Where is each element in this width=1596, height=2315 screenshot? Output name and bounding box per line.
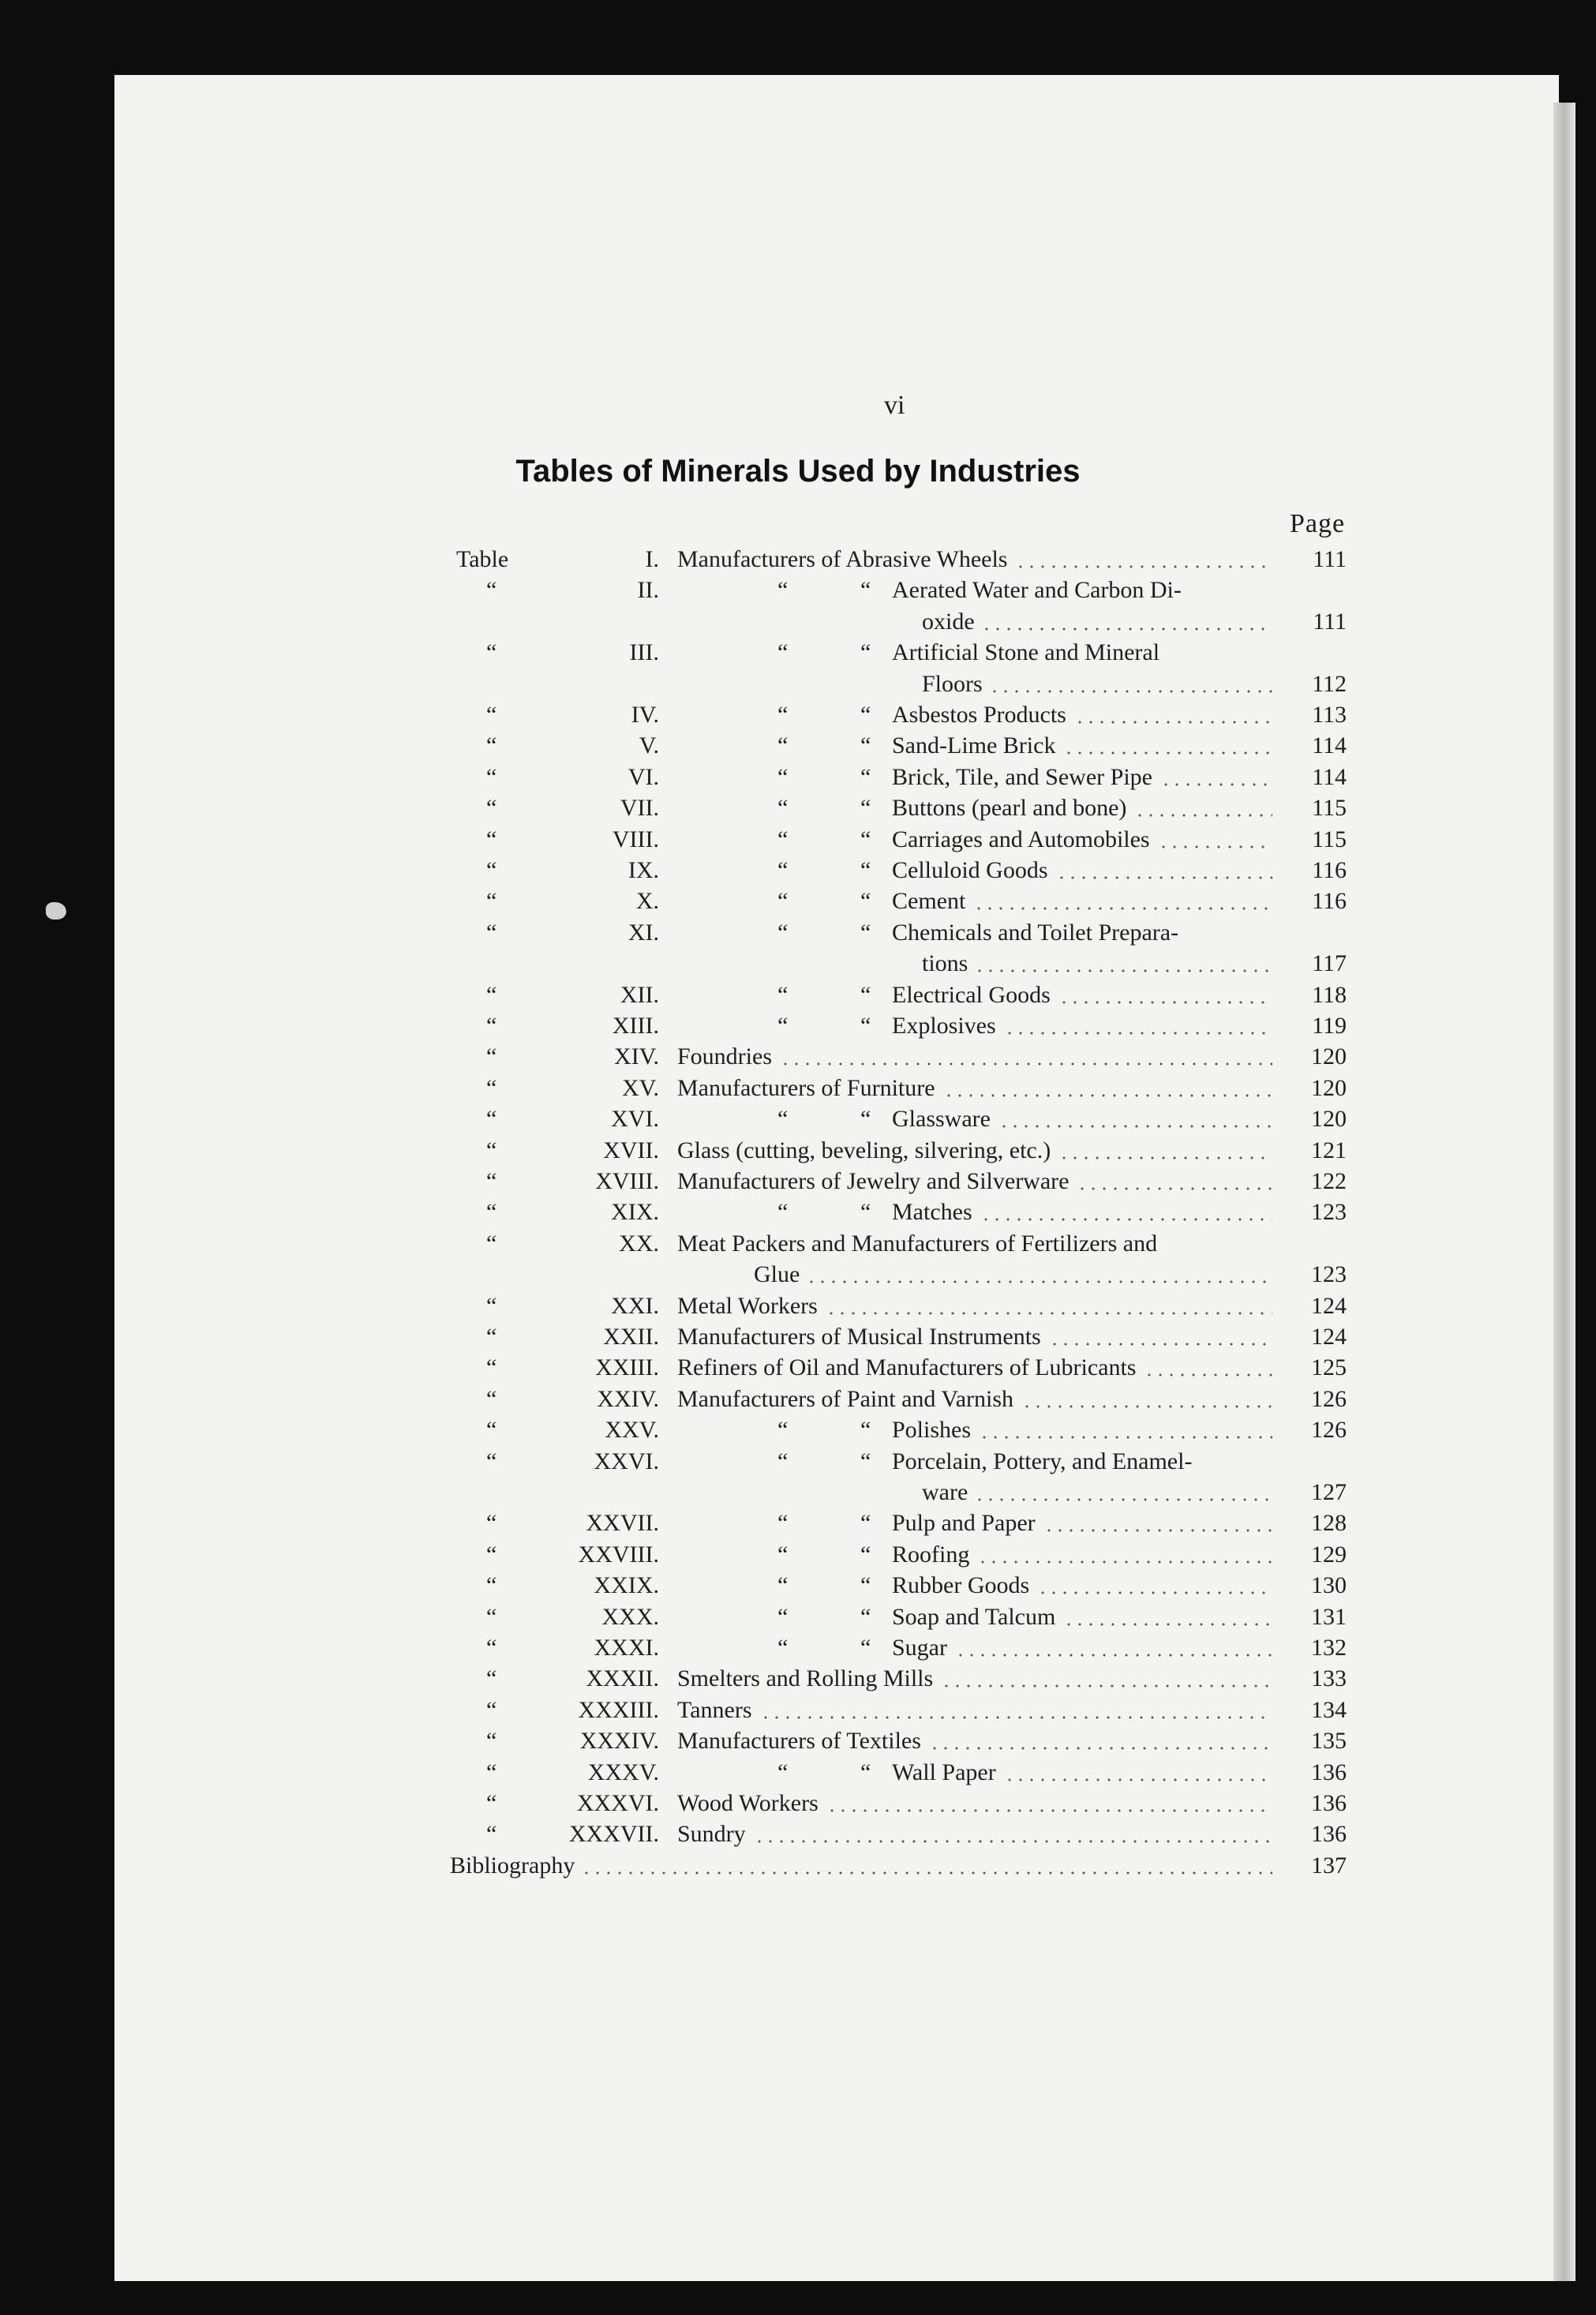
roman-numeral: IV. (631, 702, 659, 728)
page-number: 124 (1311, 1292, 1347, 1319)
ditto-mark: “ (860, 981, 871, 1008)
toc-row (0, 762, 1596, 792)
page-number: 132 (1311, 1635, 1347, 1661)
toc-row-continuation (0, 1260, 1596, 1290)
roman-numeral: IX. (628, 857, 659, 883)
toc-row (0, 1789, 1596, 1819)
ditto-mark: “ (860, 1448, 871, 1474)
ditto-mark: “ (777, 1510, 789, 1537)
entry-text: Explosives (892, 1013, 996, 1039)
roman-numeral: I. (645, 546, 659, 572)
ditto-mark: “ (777, 795, 789, 822)
ditto-mark: “ (486, 1324, 497, 1350)
page-number: 120 (1311, 1106, 1347, 1133)
page-number: 111 (1313, 546, 1347, 572)
ditto-mark: “ (777, 1541, 789, 1568)
page-number: 123 (1311, 1199, 1347, 1226)
ditto-mark: “ (486, 1572, 497, 1599)
page-number: 121 (1311, 1137, 1347, 1163)
ditto-mark: “ (486, 919, 497, 946)
leader-dots (806, 1280, 1272, 1283)
ditto-mark: “ (486, 888, 497, 915)
entry-text: Glassware (892, 1106, 991, 1133)
ditto-mark: “ (486, 577, 497, 604)
bibliography-label: Bibliography (450, 1852, 575, 1879)
ditto-mark: “ (860, 1572, 871, 1599)
roman-numeral: VIII. (612, 826, 659, 852)
leader-dots (1077, 1187, 1272, 1190)
roman-numeral: III. (629, 639, 659, 666)
ditto-mark: “ (486, 1728, 497, 1755)
leader-dots (1160, 783, 1272, 786)
page-number: 113 (1312, 702, 1347, 728)
toc-row (0, 1322, 1596, 1352)
ditto-mark: “ (860, 826, 871, 852)
ditto-mark: “ (486, 1292, 497, 1319)
leader-dots (1049, 1343, 1272, 1346)
page-number: 111 (1313, 608, 1347, 635)
entry-text: Manufacturers of Abrasive Wheels (677, 546, 1008, 572)
page-number: 116 (1312, 857, 1347, 883)
entry-text: Soap and Talcum (892, 1603, 1056, 1630)
leader-dots (1015, 565, 1272, 568)
entry-text: Refiners of Oil and Manufacturers of Lubricants (677, 1354, 1137, 1381)
ditto-mark: “ (777, 888, 789, 915)
ditto-mark: “ (777, 577, 789, 604)
page-number: 129 (1311, 1541, 1347, 1568)
toc-row (0, 1819, 1596, 1849)
ditto-mark: “ (486, 1137, 497, 1163)
roman-numeral: XXII. (603, 1324, 659, 1350)
toc-row (0, 1197, 1596, 1227)
entry-text: Buttons (pearl and bone) (892, 795, 1127, 822)
leader-dots (754, 1840, 1272, 1843)
toc-row (0, 1384, 1596, 1414)
page-number: 118 (1312, 981, 1347, 1008)
ditto-mark: “ (486, 1199, 497, 1226)
entry-text: Foundries (677, 1043, 772, 1070)
toc-row (0, 886, 1596, 916)
entry-text: Tanners (677, 1696, 752, 1723)
ditto-mark: “ (777, 981, 789, 1008)
ditto-mark: “ (777, 639, 789, 666)
leader-dots (1058, 1001, 1272, 1004)
ditto-mark: “ (486, 1821, 497, 1848)
roman-numeral: XXX. (601, 1603, 659, 1630)
ditto-mark: “ (860, 702, 871, 728)
page-number: 126 (1311, 1385, 1347, 1412)
toc-row (0, 1571, 1596, 1601)
leader-dots (974, 969, 1272, 972)
page-number: 120 (1311, 1043, 1347, 1070)
toc-row (0, 918, 1596, 948)
toc-row (0, 1726, 1596, 1756)
ditto-mark: “ (486, 1168, 497, 1194)
roman-numeral: VI. (628, 763, 659, 790)
page-number: 117 (1312, 950, 1347, 977)
page-number: 127 (1311, 1479, 1347, 1505)
ditto-mark: “ (860, 1199, 871, 1226)
ditto-mark: “ (486, 1043, 497, 1070)
toc-row (0, 1136, 1596, 1166)
ditto-mark: “ (486, 1696, 497, 1723)
toc-row-bibliography (0, 1851, 1596, 1881)
page-number: 124 (1311, 1324, 1347, 1350)
ditto-mark: “ (860, 1417, 871, 1444)
ditto-mark: “ (486, 1603, 497, 1630)
toc-row (0, 793, 1596, 823)
toc-row (0, 1758, 1596, 1788)
toc-row (0, 638, 1596, 668)
ditto-mark: “ (486, 702, 497, 728)
entry-text: Rubber Goods (892, 1572, 1030, 1599)
ditto-mark: “ (777, 1759, 789, 1785)
roman-numeral: XXXI. (594, 1635, 659, 1661)
ditto-mark: “ (486, 981, 497, 1008)
ditto-mark: “ (486, 1541, 497, 1568)
leader-dots (979, 1436, 1272, 1439)
leader-dots (1004, 1032, 1272, 1035)
toc-row (0, 1353, 1596, 1383)
page-number: 120 (1311, 1074, 1347, 1101)
entry-text: Cement (892, 888, 966, 915)
entry-text: Glass (cutting, beveling, silvering, etc.) (677, 1137, 1051, 1163)
entry-text: Chemicals and Toilet Prepara- (892, 919, 1179, 946)
leader-dots (780, 1062, 1272, 1066)
page-number: 137 (1311, 1852, 1347, 1879)
roman-numeral: II. (637, 577, 659, 604)
toc-row-continuation (0, 949, 1596, 979)
page-number: 116 (1312, 888, 1347, 915)
roman-numeral: XXIII. (595, 1354, 659, 1381)
ditto-mark: “ (486, 1635, 497, 1661)
toc-row (0, 1011, 1596, 1041)
leader-dots (974, 1498, 1272, 1501)
ditto-mark: “ (486, 857, 497, 883)
page-folio: vi (884, 391, 905, 420)
entry-text: Celluloid Goods (892, 857, 1048, 883)
ditto-mark: “ (486, 1013, 497, 1039)
ditto-mark: “ (860, 763, 871, 790)
ditto-mark: “ (777, 1572, 789, 1599)
page-number: 114 (1312, 732, 1347, 759)
ditto-mark: “ (486, 1106, 497, 1133)
ditto-mark: “ (486, 732, 497, 759)
page-number: 136 (1311, 1821, 1347, 1848)
toc-row (0, 1415, 1596, 1445)
toc-row-continuation (0, 669, 1596, 699)
toc-row (0, 1104, 1596, 1134)
roman-numeral: VII. (620, 795, 659, 822)
page-number: 115 (1312, 795, 1347, 822)
page-number: 136 (1311, 1759, 1347, 1785)
ditto-mark: “ (777, 1199, 789, 1226)
page-number: 135 (1311, 1728, 1347, 1755)
entry-text: Manufacturers of Furniture (677, 1074, 935, 1101)
entry-text: Meat Packers and Manufacturers of Fertilizers and (677, 1230, 1158, 1257)
roman-numeral: XV. (622, 1074, 659, 1101)
toc-row (0, 1508, 1596, 1538)
roman-numeral: XIV. (614, 1043, 659, 1070)
page-number: 119 (1312, 1013, 1347, 1039)
ditto-mark: “ (860, 1013, 871, 1039)
entry-text: Aerated Water and Carbon Di- (892, 577, 1182, 604)
toc-row (0, 825, 1596, 855)
ditto-mark: “ (860, 1510, 871, 1537)
entry-text: Polishes (892, 1417, 972, 1444)
leader-dots (981, 627, 1272, 631)
ditto-mark: “ (777, 1106, 789, 1133)
page-number: 131 (1311, 1603, 1347, 1630)
page-number: 123 (1311, 1261, 1347, 1288)
roman-numeral: XXVI. (594, 1448, 659, 1474)
roman-numeral: XXI. (611, 1292, 659, 1319)
ditto-mark: “ (777, 732, 789, 759)
roman-numeral: XIII. (612, 1013, 659, 1039)
toc-row (0, 1633, 1596, 1663)
roman-numeral: XXXIV. (579, 1728, 659, 1755)
roman-numeral: XXVIII. (578, 1541, 659, 1568)
ditto-mark: “ (486, 795, 497, 822)
page-number: 125 (1311, 1354, 1347, 1381)
ditto-mark: “ (860, 857, 871, 883)
leader-dots (980, 1218, 1272, 1221)
ditto-mark: “ (486, 1510, 497, 1537)
ditto-mark: “ (860, 1603, 871, 1630)
roman-numeral: XX. (619, 1230, 659, 1257)
toc-row (0, 575, 1596, 605)
page-number: 133 (1311, 1665, 1347, 1692)
entry-text: Electrical Goods (892, 981, 1051, 1008)
toc-row-continuation (0, 1478, 1596, 1508)
page-number: 130 (1311, 1572, 1347, 1599)
ditto-mark: “ (486, 639, 497, 666)
leader-dots (581, 1871, 1272, 1875)
ditto-mark: “ (860, 795, 871, 822)
leader-dots (1043, 1529, 1272, 1532)
ditto-mark: “ (777, 1417, 789, 1444)
leader-dots (943, 1094, 1272, 1097)
ditto-mark: “ (486, 826, 497, 852)
leader-dots (1056, 876, 1272, 879)
entry-text: Wood Workers (677, 1790, 819, 1816)
toc-row (0, 1229, 1596, 1259)
entry-continuation: Floors (922, 670, 983, 697)
entry-continuation: ware (922, 1479, 968, 1505)
leader-dots (826, 1809, 1272, 1812)
page-number: 115 (1312, 826, 1347, 852)
roman-numeral: XII. (620, 981, 659, 1008)
entry-text: Sundry (677, 1821, 746, 1848)
entry-text: Manufacturers of Musical Instruments (677, 1324, 1041, 1350)
page-number: 134 (1311, 1696, 1347, 1723)
roman-numeral: XXIV. (597, 1385, 659, 1412)
toc-row (0, 731, 1596, 761)
roman-numeral: XXXVII. (568, 1821, 659, 1848)
ditto-mark: “ (860, 732, 871, 759)
page-title: Tables of Minerals Used by Industries (515, 454, 1081, 489)
toc-row (0, 1073, 1596, 1103)
toc-row (0, 1042, 1596, 1072)
page-number: 126 (1311, 1417, 1347, 1444)
page-number: 112 (1312, 670, 1347, 697)
ditto-mark: “ (486, 1385, 497, 1412)
ditto-mark: “ (860, 577, 871, 604)
page-heading-text: Page (1290, 509, 1346, 538)
ditto-mark: “ (860, 1759, 871, 1785)
roman-numeral: XVII. (603, 1137, 659, 1163)
ditto-mark: “ (486, 1074, 497, 1101)
roman-numeral: XVI. (611, 1106, 659, 1133)
toc-row-continuation (0, 607, 1596, 637)
leader-dots (826, 1312, 1272, 1315)
leader-dots (1058, 1156, 1272, 1159)
toc-row (0, 1447, 1596, 1477)
ditto-mark: “ (860, 1541, 871, 1568)
ditto-mark: “ (486, 1665, 497, 1692)
leader-dots (1134, 814, 1272, 817)
ditto-mark: “ (777, 1448, 789, 1474)
entry-text: Metal Workers (677, 1292, 818, 1319)
entry-text: Carriages and Automobiles (892, 826, 1150, 852)
entry-text: Manufacturers of Jewelry and Silverware (677, 1168, 1070, 1194)
leader-dots (989, 690, 1272, 693)
entry-text: Roofing (892, 1541, 970, 1568)
leader-dots (1158, 845, 1272, 848)
roman-numeral: XXVII. (586, 1510, 659, 1537)
entry-text: Brick, Tile, and Sewer Pipe (892, 763, 1152, 790)
ditto-mark: “ (777, 702, 789, 728)
entry-continuation: oxide (922, 608, 975, 635)
leader-dots (977, 1560, 1272, 1564)
ditto-mark: “ (486, 1417, 497, 1444)
roman-numeral: XXXVI. (576, 1790, 659, 1816)
leader-dots (1037, 1591, 1272, 1594)
roman-numeral: X. (635, 888, 659, 915)
entry-text: Smelters and Rolling Mills (677, 1665, 934, 1692)
page-number: 122 (1311, 1168, 1347, 1194)
toc-row (0, 1602, 1596, 1632)
leader-dots (955, 1654, 1272, 1657)
entry-text: Manufacturers of Textiles (677, 1728, 921, 1755)
roman-numeral: XVIII. (595, 1168, 659, 1194)
leader-dots (1063, 751, 1272, 755)
entry-continuation: Glue (754, 1261, 800, 1288)
entry-text: Sugar (892, 1635, 947, 1661)
toc-row (0, 1167, 1596, 1197)
roman-numeral: XXV. (605, 1417, 659, 1444)
toc-row (0, 1695, 1596, 1725)
page-number: 114 (1312, 763, 1347, 790)
leader-dots (1074, 721, 1272, 724)
toc-row (0, 545, 1596, 575)
ditto-mark: “ (860, 639, 871, 666)
ditto-mark: “ (486, 1790, 497, 1816)
ditto-mark: “ (777, 1013, 789, 1039)
leader-dots (1004, 1778, 1272, 1781)
ditto-mark: “ (777, 857, 789, 883)
ditto-mark: “ (486, 1354, 497, 1381)
ditto-mark: “ (777, 919, 789, 946)
entry-text: Manufacturers of Paint and Varnish (677, 1385, 1014, 1412)
leader-dots (760, 1716, 1272, 1719)
ditto-mark: “ (860, 1635, 871, 1661)
ditto-mark: “ (860, 919, 871, 946)
leader-dots (1021, 1405, 1272, 1408)
entry-text: Sand-Lime Brick (892, 732, 1056, 759)
roman-numeral: V. (639, 732, 659, 759)
entry-text: Porcelain, Pottery, and Enamel- (892, 1448, 1193, 1474)
toc-row (0, 980, 1596, 1010)
leader-dots (973, 907, 1272, 910)
leader-dots (998, 1125, 1272, 1128)
ditto-mark: “ (777, 826, 789, 852)
entry-text: Pulp and Paper (892, 1510, 1036, 1537)
entry-text: Wall Paper (892, 1759, 996, 1785)
roman-numeral: XXXIII. (578, 1696, 659, 1723)
ditto-mark: “ (777, 1603, 789, 1630)
roman-numeral: XI. (628, 919, 659, 946)
entry-text: Asbestos Products (892, 702, 1066, 728)
leader-dots (1063, 1623, 1272, 1626)
roman-numeral: XIX. (611, 1199, 659, 1226)
roman-numeral: XXXII. (586, 1665, 659, 1692)
toc-row (0, 700, 1596, 730)
page-number: 136 (1311, 1790, 1347, 1816)
ditto-mark: “ (486, 1448, 497, 1474)
roman-numeral: XXXV. (587, 1759, 659, 1785)
entry-text: Artificial Stone and Mineral (892, 639, 1160, 666)
toc-row (0, 1540, 1596, 1570)
ditto-mark: “ (486, 763, 497, 790)
table-label: Table (456, 546, 509, 572)
entry-text: Matches (892, 1199, 972, 1226)
toc-row (0, 856, 1596, 886)
leader-dots (941, 1684, 1272, 1688)
entry-continuation: tions (922, 950, 968, 977)
toc-row (0, 1664, 1596, 1694)
leader-dots (1144, 1373, 1272, 1377)
ditto-mark: “ (777, 763, 789, 790)
roman-numeral: XXIX. (594, 1572, 659, 1599)
ditto-mark: “ (860, 1106, 871, 1133)
toc-row (0, 1291, 1596, 1321)
page-number: 128 (1311, 1510, 1347, 1537)
ditto-mark: “ (777, 1635, 789, 1661)
leader-dots (929, 1747, 1272, 1750)
ditto-mark: “ (860, 888, 871, 915)
ditto-mark: “ (486, 1230, 497, 1257)
ditto-mark: “ (486, 1759, 497, 1785)
